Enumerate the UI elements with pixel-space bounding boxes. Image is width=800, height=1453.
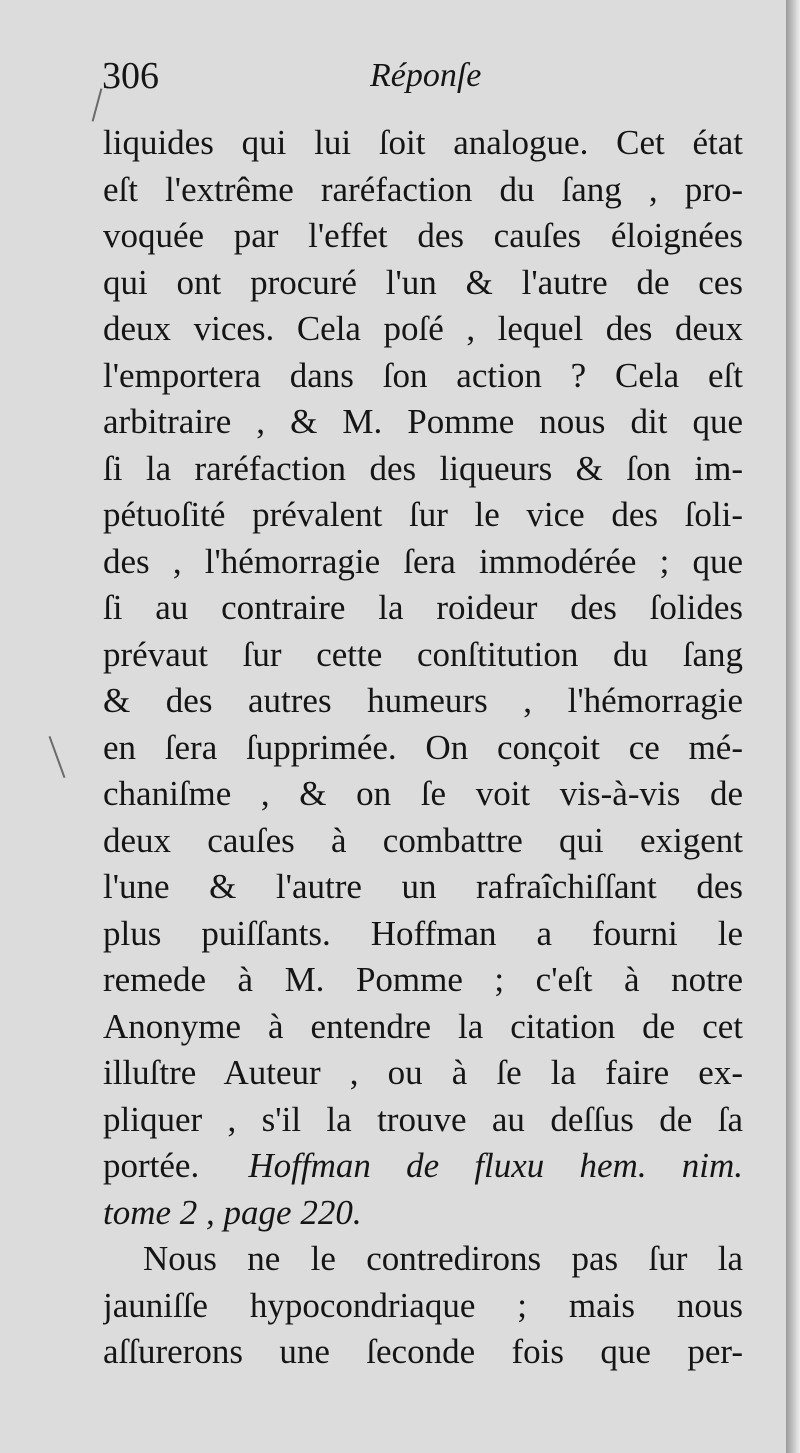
citation: Hoffman de fluxu hem. nim.	[248, 1146, 743, 1185]
margin-mark	[49, 736, 66, 778]
text-line: remede à M. Pomme ; c'eſt à notre	[103, 960, 743, 999]
text-line: deux vices. Cela poſé , lequel des deux	[103, 309, 743, 348]
text-line: qui ont procuré l'un & l'autre de ces	[103, 262, 743, 302]
citation-continued: tome 2 , page 220.	[103, 1192, 362, 1232]
text-line: pliquer , s'il la trouve au deſſus de ſa	[103, 1099, 743, 1139]
text-line: l'emportera dans ſon action ? Cela eſt	[103, 355, 743, 395]
text-line: Anonyme à entendre la citation de cet	[103, 1006, 743, 1046]
text-line: en ſera ſupprimée. On conçoit ce mé-	[103, 727, 743, 767]
text-line: deux cauſes à combattre qui exigent	[103, 820, 743, 860]
page-edge-shadow	[786, 0, 800, 1453]
text-line: ſi au contraire la roideur des ſolides	[103, 588, 743, 627]
text-line: jauniſſe hypocondriaque ; mais nous	[103, 1285, 743, 1325]
text-line: des , l'hémorragie ſera immodérée ; que	[103, 541, 743, 581]
text-line: voquée par l'effet des cauſes éloignées	[103, 216, 743, 255]
text-line	[103, 1143, 743, 1190]
text-fragment: portée.	[103, 1146, 200, 1185]
text-line: chaniſme , & on ſe voit vis-à-vis de	[103, 774, 743, 813]
text-line: eſt l'extrême raréfaction du ſang , pro-	[103, 169, 743, 209]
text-line: & des autres humeurs , l'hémorragie	[103, 681, 743, 720]
text-line: prévaut ſur cette conſtitution du ſang	[103, 634, 743, 674]
paragraph-start-line: Nous ne le contredirons pas ſur la	[143, 1239, 743, 1278]
text-line: liquides qui lui ſoit analogue. Cet état	[103, 123, 743, 162]
running-title: Réponſe	[370, 57, 482, 94]
text-line: l'une & l'autre un rafraîchiſſant des	[103, 867, 743, 906]
text-line: ſi la raréfaction des liqueurs & ſon im-	[103, 448, 743, 488]
text-line: aſſurerons une ſeconde fois que per-	[103, 1332, 743, 1371]
text-line: illuſtre Auteur , ou à ſe la faire ex-	[103, 1053, 743, 1092]
page-number: 306	[102, 55, 159, 97]
text-line: pétuoſité prévalent ſur le vice des ſoli-	[103, 495, 743, 534]
text-line: arbitraire , & M. Pomme nous dit que	[103, 402, 743, 441]
body-text	[103, 120, 743, 1376]
text-line: plus puiſſants. Hoffman a fourni le	[103, 913, 743, 953]
running-head	[100, 46, 740, 106]
